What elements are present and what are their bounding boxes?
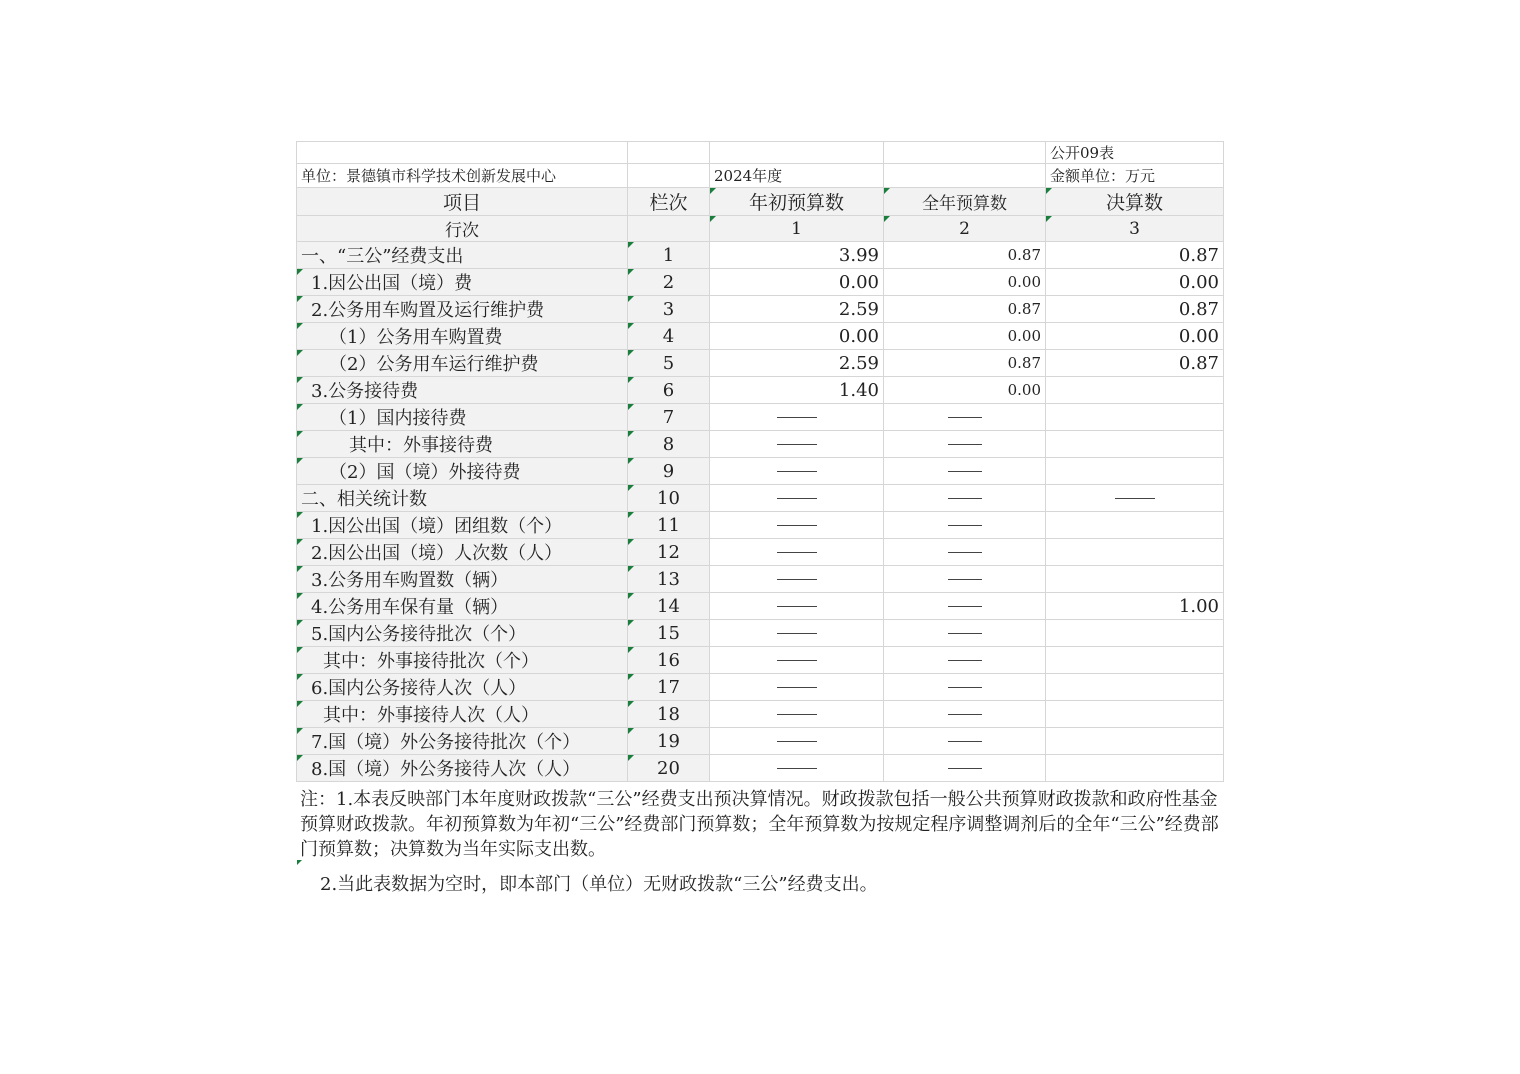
annual-budget-value (884, 566, 1046, 593)
row-number: 1 (628, 242, 710, 269)
annual-budget-value (884, 539, 1046, 566)
final-account-value: 0.87 (1046, 350, 1224, 377)
table-row (297, 242, 1224, 269)
not-applicable-dash (777, 417, 817, 418)
row-label-header: 行次 (297, 216, 628, 242)
annual-budget-value (884, 674, 1046, 701)
fiscal-year: 2024年度 (710, 164, 884, 188)
final-account-value: 1.00 (1046, 593, 1224, 620)
not-applicable-dash (777, 579, 817, 580)
row-label: （2）公务用车运行维护费 (297, 350, 628, 377)
final-account-value (1046, 404, 1224, 431)
column-number-1: 1 (710, 216, 884, 242)
not-applicable-dash (948, 660, 982, 661)
row-number: 9 (628, 458, 710, 485)
row-number: 18 (628, 701, 710, 728)
row-number: 11 (628, 512, 710, 539)
row-label: 二、相关统计数 (297, 485, 628, 512)
initial-budget-value (710, 620, 884, 647)
annual-budget-value: 0.87 (884, 242, 1046, 269)
initial-budget-value (710, 755, 884, 782)
row-number: 16 (628, 647, 710, 674)
table-row (297, 323, 1224, 350)
note-flag-icon (297, 860, 302, 865)
annual-budget-value (884, 728, 1046, 755)
not-applicable-dash (777, 714, 817, 715)
row-number: 12 (628, 539, 710, 566)
not-applicable-dash (777, 633, 817, 634)
final-account-value (1046, 674, 1224, 701)
row-number: 20 (628, 755, 710, 782)
table-code-row (297, 142, 1224, 164)
initial-budget-value (710, 512, 884, 539)
final-account-value: 0.87 (1046, 242, 1224, 269)
final-account-value (1046, 431, 1224, 458)
final-account-value (1046, 755, 1224, 782)
annual-budget-value (884, 431, 1046, 458)
annual-budget-value (884, 647, 1046, 674)
row-label: 8.国（境）外公务接待人次（人） (297, 755, 628, 782)
column-header-row-no: 栏次 (628, 188, 710, 216)
annual-budget-value (884, 593, 1046, 620)
final-account-value (1046, 458, 1224, 485)
row-number: 5 (628, 350, 710, 377)
row-number: 8 (628, 431, 710, 458)
row-label: （1）公务用车购置费 (297, 323, 628, 350)
column-header-item: 项目 (297, 188, 628, 216)
not-applicable-dash (777, 660, 817, 661)
table-row (297, 377, 1224, 404)
final-account-value (1046, 512, 1224, 539)
annual-budget-value (884, 701, 1046, 728)
column-number-row (297, 216, 1224, 242)
row-number: 7 (628, 404, 710, 431)
table-row (297, 485, 1224, 512)
table-row (297, 458, 1224, 485)
annual-budget-value (884, 512, 1046, 539)
row-label: 其中：外事接待费 (297, 431, 628, 458)
table-row (297, 269, 1224, 296)
row-number: 19 (628, 728, 710, 755)
not-applicable-dash (948, 768, 982, 769)
final-account-value: 0.00 (1046, 323, 1224, 350)
initial-budget-value: 1.40 (710, 377, 884, 404)
table-row (297, 647, 1224, 674)
table-row (297, 701, 1224, 728)
column-header-final-account: 决算数 (1046, 188, 1224, 216)
row-number: 14 (628, 593, 710, 620)
table-row (297, 539, 1224, 566)
row-number: 10 (628, 485, 710, 512)
initial-budget-value (710, 647, 884, 674)
initial-budget-value: 2.59 (710, 296, 884, 323)
not-applicable-dash (948, 417, 982, 418)
column-number-2: 2 (884, 216, 1046, 242)
table-notes (300, 787, 1220, 897)
row-label: 2.公务用车购置及运行维护费 (297, 296, 628, 323)
not-applicable-dash (777, 552, 817, 553)
row-label: 5.国内公务接待批次（个） (297, 620, 628, 647)
initial-budget-value (710, 566, 884, 593)
table-row (297, 512, 1224, 539)
table-row (297, 296, 1224, 323)
table-row (297, 674, 1224, 701)
annual-budget-value (884, 620, 1046, 647)
row-number: 6 (628, 377, 710, 404)
final-account-value: 0.00 (1046, 269, 1224, 296)
initial-budget-value: 3.99 (710, 242, 884, 269)
amount-unit: 金额单位：万元 (1046, 164, 1224, 188)
table-row (297, 404, 1224, 431)
final-account-value (1046, 620, 1224, 647)
row-label: 1.因公出国（境）团组数（个） (297, 512, 628, 539)
annual-budget-value: 0.00 (884, 323, 1046, 350)
annual-budget-value (884, 485, 1046, 512)
initial-budget-value (710, 485, 884, 512)
note-1: 注：1.本表反映部门本年度财政拨款“三公”经费支出预决算情况。财政拨款包括一般公共预算财政拨款和政府性基金预算财政拨款。年初预算数为年初“三公”经费部门预算数；全年预算数为按规定程序调整调剂后的全年“三公”经费部门预算数；决算数为当年实际支出数。 (300, 789, 1219, 860)
not-applicable-dash (777, 687, 817, 688)
not-applicable-dash (777, 471, 817, 472)
initial-budget-value: 0.00 (710, 269, 884, 296)
not-applicable-dash (948, 606, 982, 607)
not-applicable-dash (948, 741, 982, 742)
not-applicable-dash (777, 498, 817, 499)
final-account-value (1046, 539, 1224, 566)
not-applicable-dash (948, 714, 982, 715)
unit-label: 单位：景德镇市科学技术创新发展中心 (297, 164, 628, 188)
not-applicable-dash (777, 606, 817, 607)
initial-budget-value (710, 701, 884, 728)
not-applicable-dash (1115, 498, 1155, 499)
row-label: （1）国内接待费 (297, 404, 628, 431)
row-label: 2.因公出国（境）人次数（人） (297, 539, 628, 566)
row-label: 3.公务用车购置数（辆） (297, 566, 628, 593)
table-row (297, 566, 1224, 593)
initial-budget-value: 2.59 (710, 350, 884, 377)
final-account-value (1046, 485, 1224, 512)
header-row (297, 188, 1224, 216)
initial-budget-value (710, 458, 884, 485)
initial-budget-value (710, 674, 884, 701)
note-2: 2.当此表数据为空时，即本部门（单位）无财政拨款“三公”经费支出。 (320, 874, 878, 895)
three-public-expenses-table (296, 141, 1224, 782)
initial-budget-value (710, 431, 884, 458)
final-account-value (1046, 728, 1224, 755)
table-row (297, 620, 1224, 647)
annual-budget-value (884, 404, 1046, 431)
final-account-value (1046, 377, 1224, 404)
not-applicable-dash (948, 471, 982, 472)
table-row (297, 350, 1224, 377)
not-applicable-dash (948, 633, 982, 634)
initial-budget-value (710, 593, 884, 620)
column-number-3: 3 (1046, 216, 1224, 242)
not-applicable-dash (948, 525, 982, 526)
final-account-value: 0.87 (1046, 296, 1224, 323)
row-label: 其中：外事接待人次（人） (297, 701, 628, 728)
row-label: 其中：外事接待批次（个） (297, 647, 628, 674)
final-account-value (1046, 566, 1224, 593)
annual-budget-value (884, 458, 1046, 485)
meta-row (297, 164, 1224, 188)
row-number: 2 (628, 269, 710, 296)
row-label: 6.国内公务接待人次（人） (297, 674, 628, 701)
column-header-annual-budget: 全年预算数 (884, 188, 1046, 216)
not-applicable-dash (948, 498, 982, 499)
row-label: 1.因公出国（境）费 (297, 269, 628, 296)
row-label: 4.公务用车保有量（辆） (297, 593, 628, 620)
row-label: 7.国（境）外公务接待批次（个） (297, 728, 628, 755)
row-label: 3.公务接待费 (297, 377, 628, 404)
column-header-initial-budget: 年初预算数 (710, 188, 884, 216)
row-label: （2）国（境）外接待费 (297, 458, 628, 485)
table-code: 公开09表 (1046, 142, 1224, 164)
annual-budget-value: 0.87 (884, 350, 1046, 377)
annual-budget-value: 0.00 (884, 269, 1046, 296)
not-applicable-dash (948, 579, 982, 580)
annual-budget-value (884, 755, 1046, 782)
row-number: 15 (628, 620, 710, 647)
not-applicable-dash (777, 525, 817, 526)
initial-budget-value (710, 728, 884, 755)
not-applicable-dash (948, 444, 982, 445)
table-row (297, 431, 1224, 458)
initial-budget-value: 0.00 (710, 323, 884, 350)
table-row (297, 593, 1224, 620)
row-number: 13 (628, 566, 710, 593)
final-account-value (1046, 647, 1224, 674)
final-account-value (1046, 701, 1224, 728)
not-applicable-dash (948, 552, 982, 553)
initial-budget-value (710, 539, 884, 566)
annual-budget-value: 0.87 (884, 296, 1046, 323)
table-row (297, 755, 1224, 782)
annual-budget-value: 0.00 (884, 377, 1046, 404)
initial-budget-value (710, 404, 884, 431)
row-number: 4 (628, 323, 710, 350)
row-number: 17 (628, 674, 710, 701)
not-applicable-dash (777, 741, 817, 742)
not-applicable-dash (777, 444, 817, 445)
not-applicable-dash (948, 687, 982, 688)
table-row (297, 728, 1224, 755)
row-number: 3 (628, 296, 710, 323)
row-label: 一、“三公”经费支出 (297, 242, 628, 269)
not-applicable-dash (777, 768, 817, 769)
